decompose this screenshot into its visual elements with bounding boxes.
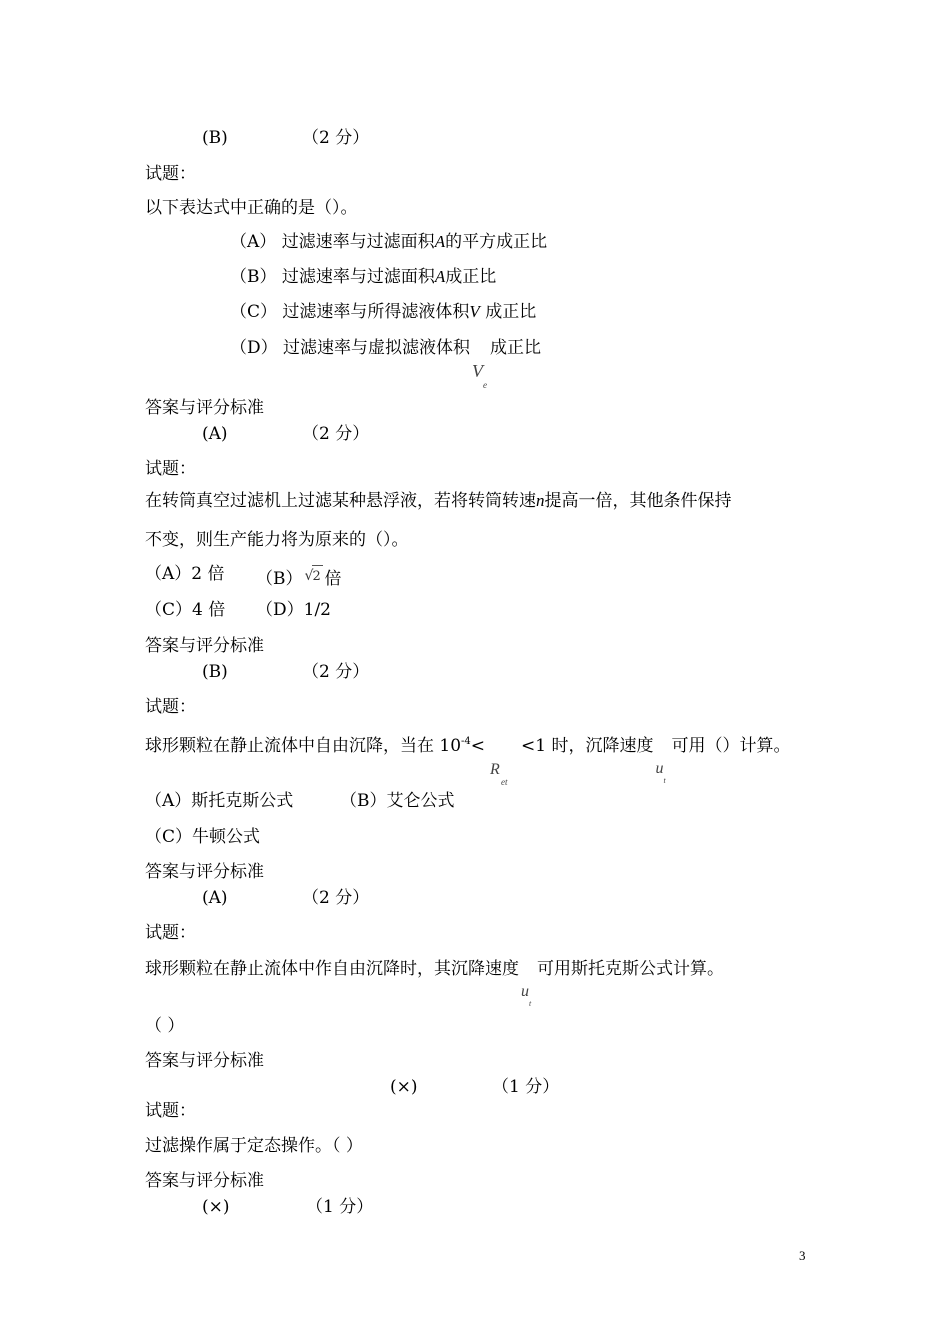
answer-choice: (A) bbox=[202, 888, 228, 908]
answer-label: 答案与评分标准 bbox=[145, 398, 264, 418]
answer-score: （2 分） bbox=[302, 424, 370, 444]
answer-score: （2 分） bbox=[302, 662, 370, 682]
math-variable: u bbox=[655, 760, 664, 777]
answer-label: 答案与评分标准 bbox=[145, 636, 264, 656]
question-stem: 过滤操作属于定态操作。（ ） bbox=[145, 1136, 363, 1156]
question-stem bbox=[145, 959, 724, 1008]
answer-blank: （ ） bbox=[145, 1016, 185, 1036]
answer-choice: (A) bbox=[202, 424, 228, 444]
question-label: 试题： bbox=[145, 459, 196, 479]
math-variable: R bbox=[490, 761, 500, 778]
option-text: 过滤速率与虚拟滤液体积 bbox=[283, 338, 471, 358]
option-text: 过滤速率与所得滤液体积 bbox=[282, 302, 470, 322]
stem-text: 球形颗粒在静止流体中自由沉降，当在 10 bbox=[145, 736, 462, 756]
option-b bbox=[230, 267, 496, 287]
math-variable: V bbox=[469, 302, 480, 321]
option-d: （D）1/2 bbox=[256, 600, 331, 620]
option-letter: （C） bbox=[230, 302, 278, 322]
question-stem: 以下表达式中正确的是（）。 bbox=[145, 198, 358, 218]
answer-score: （1 分） bbox=[492, 1077, 560, 1097]
answer-score: （2 分） bbox=[302, 888, 370, 908]
stem-text: 提高一倍，其他条件保持 bbox=[544, 491, 732, 511]
option-letter: （B） bbox=[230, 267, 277, 287]
answer-choice: (B) bbox=[202, 662, 228, 682]
answer-choice: (×) bbox=[202, 1197, 230, 1217]
answer-choice: (×) bbox=[390, 1077, 418, 1097]
option-b: （B）艾仑公式 bbox=[340, 791, 455, 811]
top-answer-score: （2 分） bbox=[302, 128, 370, 148]
option-a: （A）2 倍 bbox=[145, 564, 225, 584]
question-label: 试题： bbox=[145, 164, 196, 184]
option-text: 过滤速率与过滤面积 bbox=[281, 267, 435, 287]
answer-score: （1 分） bbox=[306, 1197, 374, 1217]
option-text: 成正比 bbox=[479, 302, 537, 322]
option-letter: （D） bbox=[230, 338, 278, 358]
option-c: （C）4 倍 bbox=[145, 600, 226, 620]
option-letter: （A） bbox=[230, 232, 277, 252]
top-answer-choice: (B) bbox=[202, 128, 228, 148]
question-stem bbox=[145, 732, 791, 787]
option-a bbox=[230, 232, 547, 252]
option-text: 的平方成正比 bbox=[445, 232, 548, 252]
math-subscript: t bbox=[529, 999, 532, 1008]
page-number: 3 bbox=[799, 1248, 806, 1263]
question-label: 试题： bbox=[145, 923, 196, 943]
option-text: 过滤速率与过滤面积 bbox=[281, 232, 435, 252]
stem-text: < bbox=[470, 736, 486, 756]
option-c: （C）牛顿公式 bbox=[145, 827, 261, 847]
answer-label: 答案与评分标准 bbox=[145, 862, 264, 882]
stem-text: <1 时，沉降速度 bbox=[521, 736, 654, 756]
answer-label: 答案与评分标准 bbox=[145, 1051, 264, 1071]
stem-text: 可用（）计算。 bbox=[671, 736, 791, 756]
stem-text: 球形颗粒在静止流体中作自由沉降时，其沉降速度 bbox=[145, 959, 519, 979]
option-text: 倍 bbox=[324, 569, 342, 589]
option-b bbox=[256, 564, 342, 589]
math-variable: A bbox=[434, 232, 446, 251]
stem-text: 在转筒真空过滤机上过滤某种悬浮液，若将转筒转速 bbox=[145, 491, 536, 511]
option-d bbox=[230, 338, 542, 390]
option-text: 成正比 bbox=[445, 267, 497, 287]
option-c bbox=[230, 302, 536, 322]
option-letter: （B） bbox=[256, 569, 303, 589]
math-subscript: t bbox=[663, 776, 666, 785]
sqrt-symbol: √ 2 bbox=[303, 564, 325, 584]
answer-label: 答案与评分标准 bbox=[145, 1171, 264, 1191]
math-variable: u bbox=[521, 983, 529, 1000]
option-text: 成正比 bbox=[490, 338, 542, 358]
math-subscript: et bbox=[501, 777, 508, 787]
math-variable: n bbox=[536, 491, 545, 510]
sqrt-radicand: 2 bbox=[312, 569, 321, 584]
question-stem-line2: 不变，则生产能力将为原来的（）。 bbox=[145, 530, 409, 550]
math-variable: A bbox=[434, 267, 446, 286]
question-stem bbox=[145, 491, 732, 511]
question-label: 试题： bbox=[145, 697, 196, 717]
stem-text: 可用斯托克斯公式计算。 bbox=[537, 959, 724, 979]
math-exponent: -4 bbox=[461, 736, 471, 747]
question-label: 试题： bbox=[145, 1101, 196, 1121]
math-variable: V bbox=[472, 361, 484, 381]
option-a: （A）斯托克斯公式 bbox=[145, 791, 294, 811]
math-subscript: e bbox=[483, 380, 488, 390]
